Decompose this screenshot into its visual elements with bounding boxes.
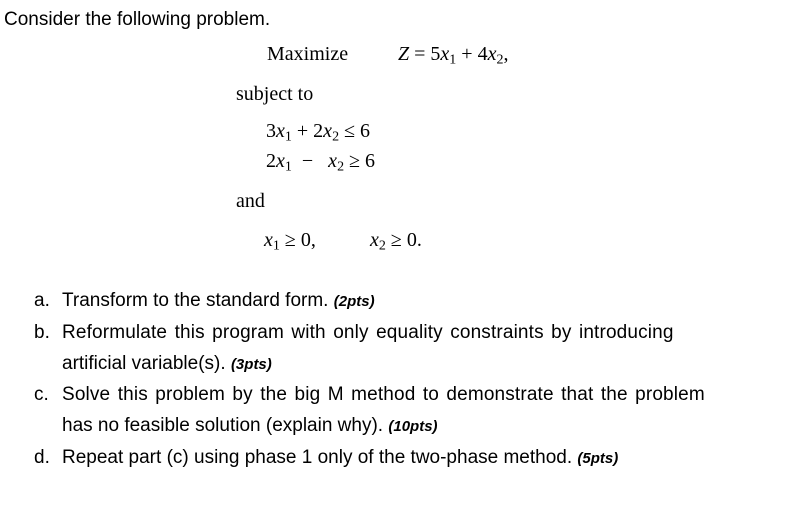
question-marker: c. [34, 384, 49, 405]
nonneg-x1: $x_1 \ge 0$, [264, 229, 316, 254]
question-text: artificial variable(s). [62, 353, 226, 374]
question-text: Solve this problem by the big M method to demonstrate that the problem [62, 384, 705, 405]
constraint-2: $2x_1$ − $x_2 \ge 6$ [266, 150, 376, 175]
obj-lhs: Z [398, 43, 410, 65]
question-points: (3pts) [230, 356, 272, 373]
maximize-label: Maximize [267, 43, 349, 65]
constraint-1: $3x_1 + 2x_2 \le 6$ [266, 120, 371, 145]
question-points: (10pts) [388, 418, 438, 435]
question-points: (2pts) [333, 293, 375, 310]
intro-text: Consider the following problem. [4, 9, 271, 30]
question-marker: b. [34, 322, 50, 343]
question-marker: a. [34, 290, 50, 311]
objective-function: $Z = 5x_1 + 4x_2$, [398, 43, 509, 68]
question-marker: d. [34, 447, 50, 468]
nonneg-x2: $x_2 \ge 0$. [370, 229, 422, 254]
question-text: Repeat part (c) using phase 1 only of the two-phase method. [62, 447, 573, 468]
question-text: has no feasible solution (explain why). [62, 415, 384, 436]
question-text: Reformulate this program with only equality constraints by introducing [62, 322, 674, 343]
question-points: (5pts) [577, 450, 619, 467]
question-text: Transform to the standard form. [62, 290, 329, 311]
and-label: and [236, 190, 265, 212]
subject-to-label: subject to [236, 83, 314, 105]
